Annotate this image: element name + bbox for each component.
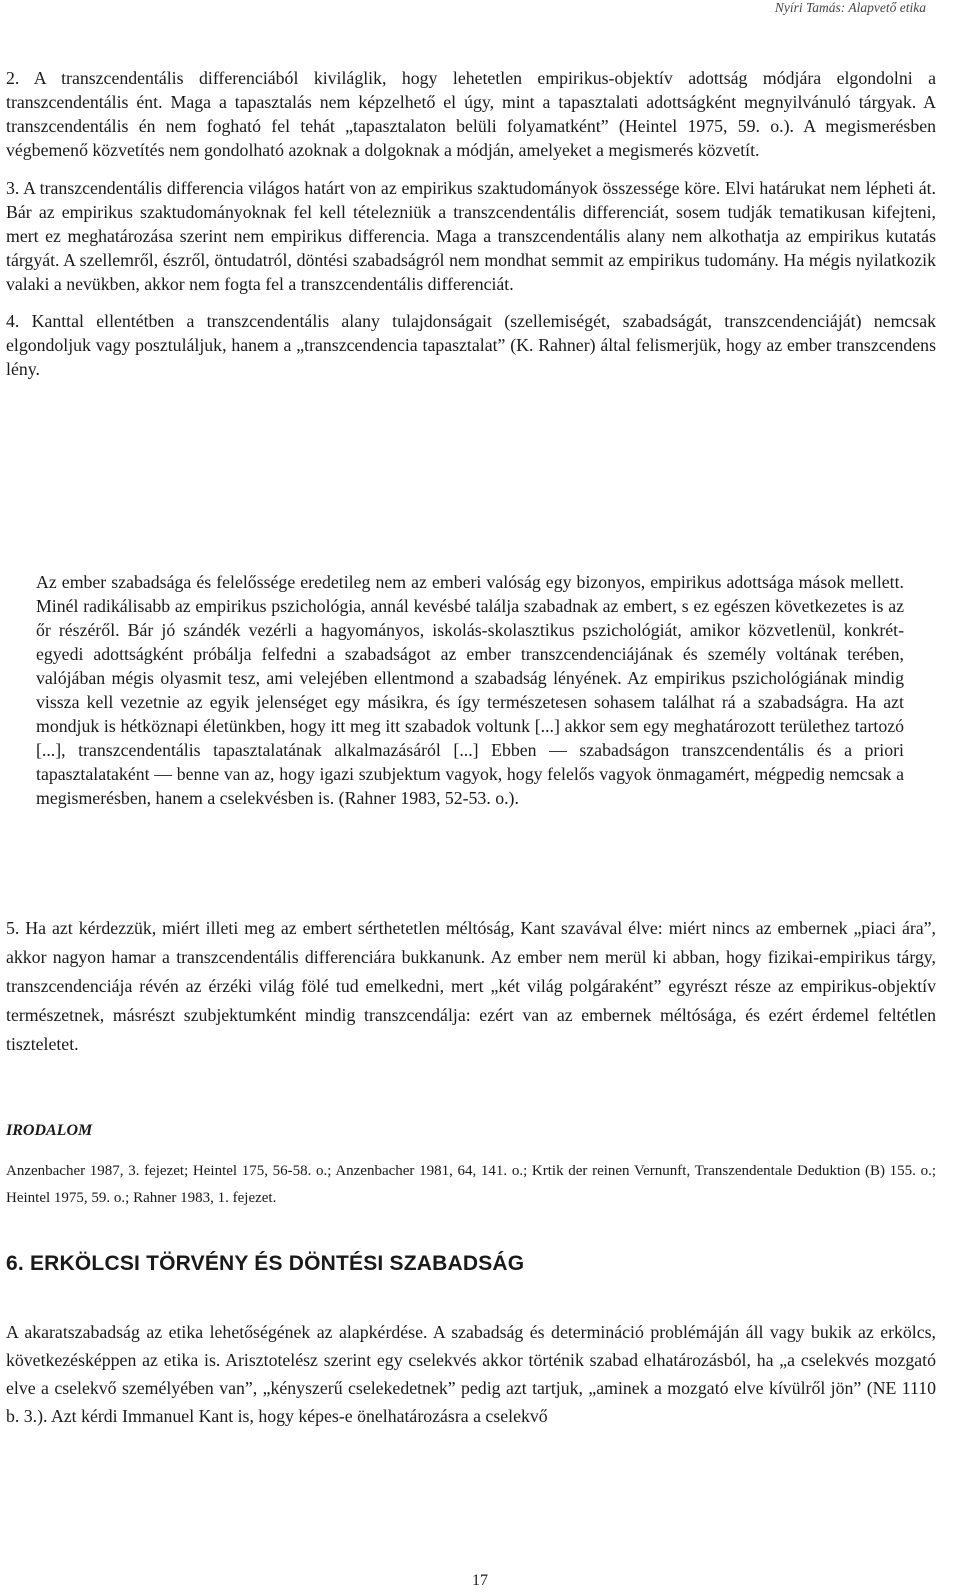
page-number: 17 — [472, 1572, 488, 1589]
section-body — [6, 1318, 936, 1430]
section-heading: 6. ERKÖLCSI TÖRVÉNY ÉS DÖNTÉSI SZABADSÁG — [6, 1252, 525, 1275]
section-paragraph: A akaratszabadság az etika lehetőségének az alapkérdése. A szabadság és determináció problémáján áll vagy bukik az erkölcs, következésképpen az etika is. Arisztotelész szerint egy cselekvés akkor történik szabad elhatározásból, ha „a cselekvés mozgató elve a cselekvő személyében van”, „kényszerű cselekedetnek” pedig azt tartjuk, „aminek a mozgató elve kívülről jön” (NE 1110 b. 3.). Azt kérdi Immanuel Kant is, hogy képes-e önelhatározásra a cselekvő — [6, 1322, 936, 1426]
references-heading: IRODALOM — [6, 1122, 93, 1139]
block-quote: Az ember szabadsága és felelőssége eredetileg nem az emberi valóság egy bizonyos, empirikus adottsága mások mellett. Minél radikálisabb az empirikus pszichológia, annál kevésbé találja szabadnak az embert, s ez egészen következetes is az őr részéről. Bár jó szándék vezérli a hagyományos, iskolás-skolasztikus pszichológiát, amikor közvetlenül, konkrét-egyedi adottságként próbálja felfedni a szabadságot az ember transzcendenciájának és személy voltának terében, valójában mégis olyasmit tesz, ami velejében ellentmond a szabadság lényének. Az empirikus pszichológiának mindig vissza kell vezetnie az egyik jelenséget egy másikra, és így természetesen sohasem találhat rá a szabadságra. Ha azt mondjuk is hétköznapi életünkben, hogy itt meg itt szabadok voltunk [...] akkor sem egy meghatározott területhez tartozó [...], transzcendentális tapasztalatának alkalmazásáról [...] Ebben — szabadságon transzcendentális és a priori tapasztalataként — benne van az, hogy igazi szubjektum vagyok, hogy felelős vagyok önmagamért, mégpedig nemcsak a megismerésben, hanem a cselekvésben is. (Rahner 1983, 52-53. o.). — [36, 572, 904, 808]
paragraph-5: 5. Ha azt kérdezzük, miért illeti meg az embert sérthetetlen méltóság, Kant szavával élve: miért nincs az embernek „piaci ára”, akkor nagyon hamar a transzcendentális differenciára bukkanunk. Az ember nem merül ki abban, hogy fizikai-empirikus tárgy, transzcendenciája révén az érzéki világ fölé tud emelkedni, mert „két világ polgáraként” egyrészt része az empirikus-objektív természetnek, másrészt szubjektumként mindig transzcendálja: ezért van az embernek méltósága, és ezért érdemel feltétlen tiszteletet. — [6, 918, 936, 1054]
body-text-block — [6, 66, 936, 381]
references-list: Anzenbacher 1987, 3. fejezet; Heintel 175, 56-58. o.; Anzenbacher 1981, 64, 141. o.; Krtik der reinen Vernunft, Transzendentale Deduktion (B) 155. o.; Heintel 1975, 59. o.; Rahner 1983, 1. fejezet. — [6, 1163, 936, 1206]
body-text-block-2 — [6, 914, 936, 1059]
running-header: Nyíri Tamás: Alapvető etika — [774, 0, 926, 15]
paragraph-3: 3. A transzcendentális differencia világos határt von az empirikus szaktudományok összessége köre. Elvi határukat nem lépheti át. Bár az empirikus szaktudományoknak fel kell tételezniük a transzcendentális differenciát, sosem tudják tematikusan kifejteni, mert ez meghatározása szerint nem empirikus differencia. Maga a transzcendentális alany nem alkothatja az empirikus kutatás tárgyát. A szellemről, észről, öntudatról, döntési szabadságról nem mondhat semmit az empirikus tudomány. Ha mégis nyilatkozik valaki a nevükben, akkor nem fogta fel a transzcendentális differenciát. — [6, 178, 936, 294]
paragraph-4: 4. Kanttal ellentétben a transzcendentális alany tulajdonságait (szellemiségét, szabadságát, transzcendenciáját) nemcsak elgondoljuk vagy posztuláljuk, hanem a „transzcendencia tapasztalat” (K. Rahner) által felismerjük, hogy az ember transzcendens lény. — [6, 311, 936, 379]
paragraph-2: 2. A transzcendentális differenciából kiviláglik, hogy lehetetlen empirikus-objektív adottság módjára elgondolni a transzcendentális ént. Maga a tapasztalás nem képzelhető el úgy, mint a tapasztalati adottságként megnyilvánuló tárgyak. A transzcendentális én nem fogható fel tehát „tapasztalaton belüli folyamatként” (Heintel 1975, 59. o.). A megismerésben végbemenő közvetítés nem gondolható azoknak a dolgoknak a módján, amelyeket a megismerés közvetít. — [6, 68, 936, 160]
